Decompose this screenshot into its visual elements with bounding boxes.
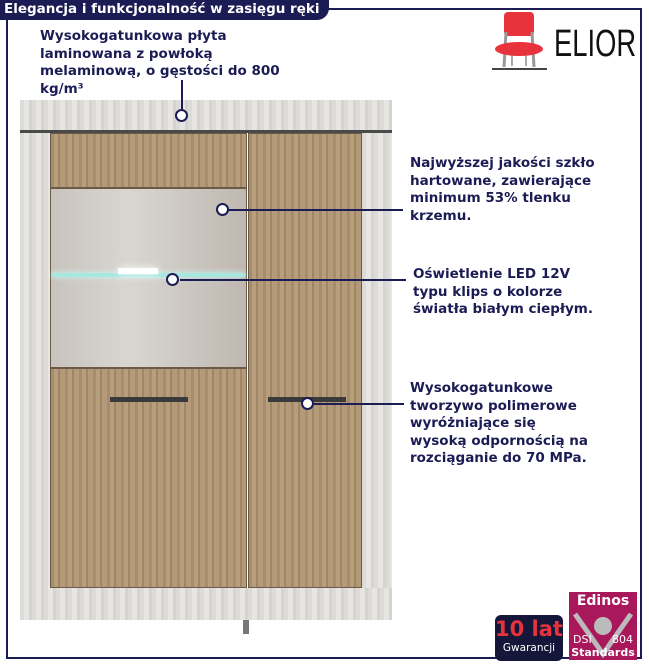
brand-name: ELIOR	[554, 23, 637, 65]
callout-line: krzemu.	[410, 207, 472, 224]
edinos-title: Edinos	[576, 593, 630, 609]
callout-line: tworzywo polimerowe	[410, 397, 577, 414]
warranty-badge	[495, 615, 563, 661]
callout-marker	[301, 397, 314, 410]
callout-line: Oświetlenie LED 12V	[413, 266, 571, 282]
callout-line: Najwyższej jakości szkło	[410, 155, 595, 171]
warranty-years: 10 lat	[495, 617, 563, 641]
callout-line: typu klips o kolorze	[413, 283, 563, 300]
callout-marker	[216, 203, 229, 216]
brand-logo	[492, 12, 642, 72]
edinos-badge	[569, 592, 637, 660]
edinos-left: DSI	[573, 633, 592, 646]
callout-glass	[410, 155, 595, 225]
callout-marker	[166, 273, 179, 286]
callout-board	[40, 28, 280, 98]
chair-icon	[492, 12, 547, 72]
callout-line: rozciąganie do 70 MPa.	[410, 450, 587, 466]
header-title: Elegancja i funkcjonalność w zasięgu ręki	[0, 0, 329, 20]
callout-line: hartowane, zawierające	[410, 172, 592, 189]
callout-line: wyróżniające się	[410, 415, 536, 431]
door-handle	[110, 397, 188, 402]
callout-line: kg/m³	[40, 80, 84, 97]
callout-line: Wysokogatunkowa płyta	[40, 28, 227, 44]
callout-line: laminowana z powłoką	[40, 45, 213, 62]
callout-line: Wysokogatunkowe	[410, 380, 553, 396]
callout-handle	[410, 380, 588, 468]
callout-line: minimum 53% tlenku	[410, 190, 571, 206]
callout-line: wysoką odpornością na	[410, 432, 588, 449]
warranty-label: Gwarancji	[502, 642, 556, 654]
callout-led	[413, 266, 593, 319]
callout-marker	[175, 109, 188, 122]
callout-line: światła białym ciepłym.	[413, 301, 593, 317]
callout-line: melaminową, o gęstości do 800	[40, 63, 280, 79]
edinos-right: 804	[612, 633, 633, 646]
edinos-bottom: Standards	[571, 646, 635, 659]
